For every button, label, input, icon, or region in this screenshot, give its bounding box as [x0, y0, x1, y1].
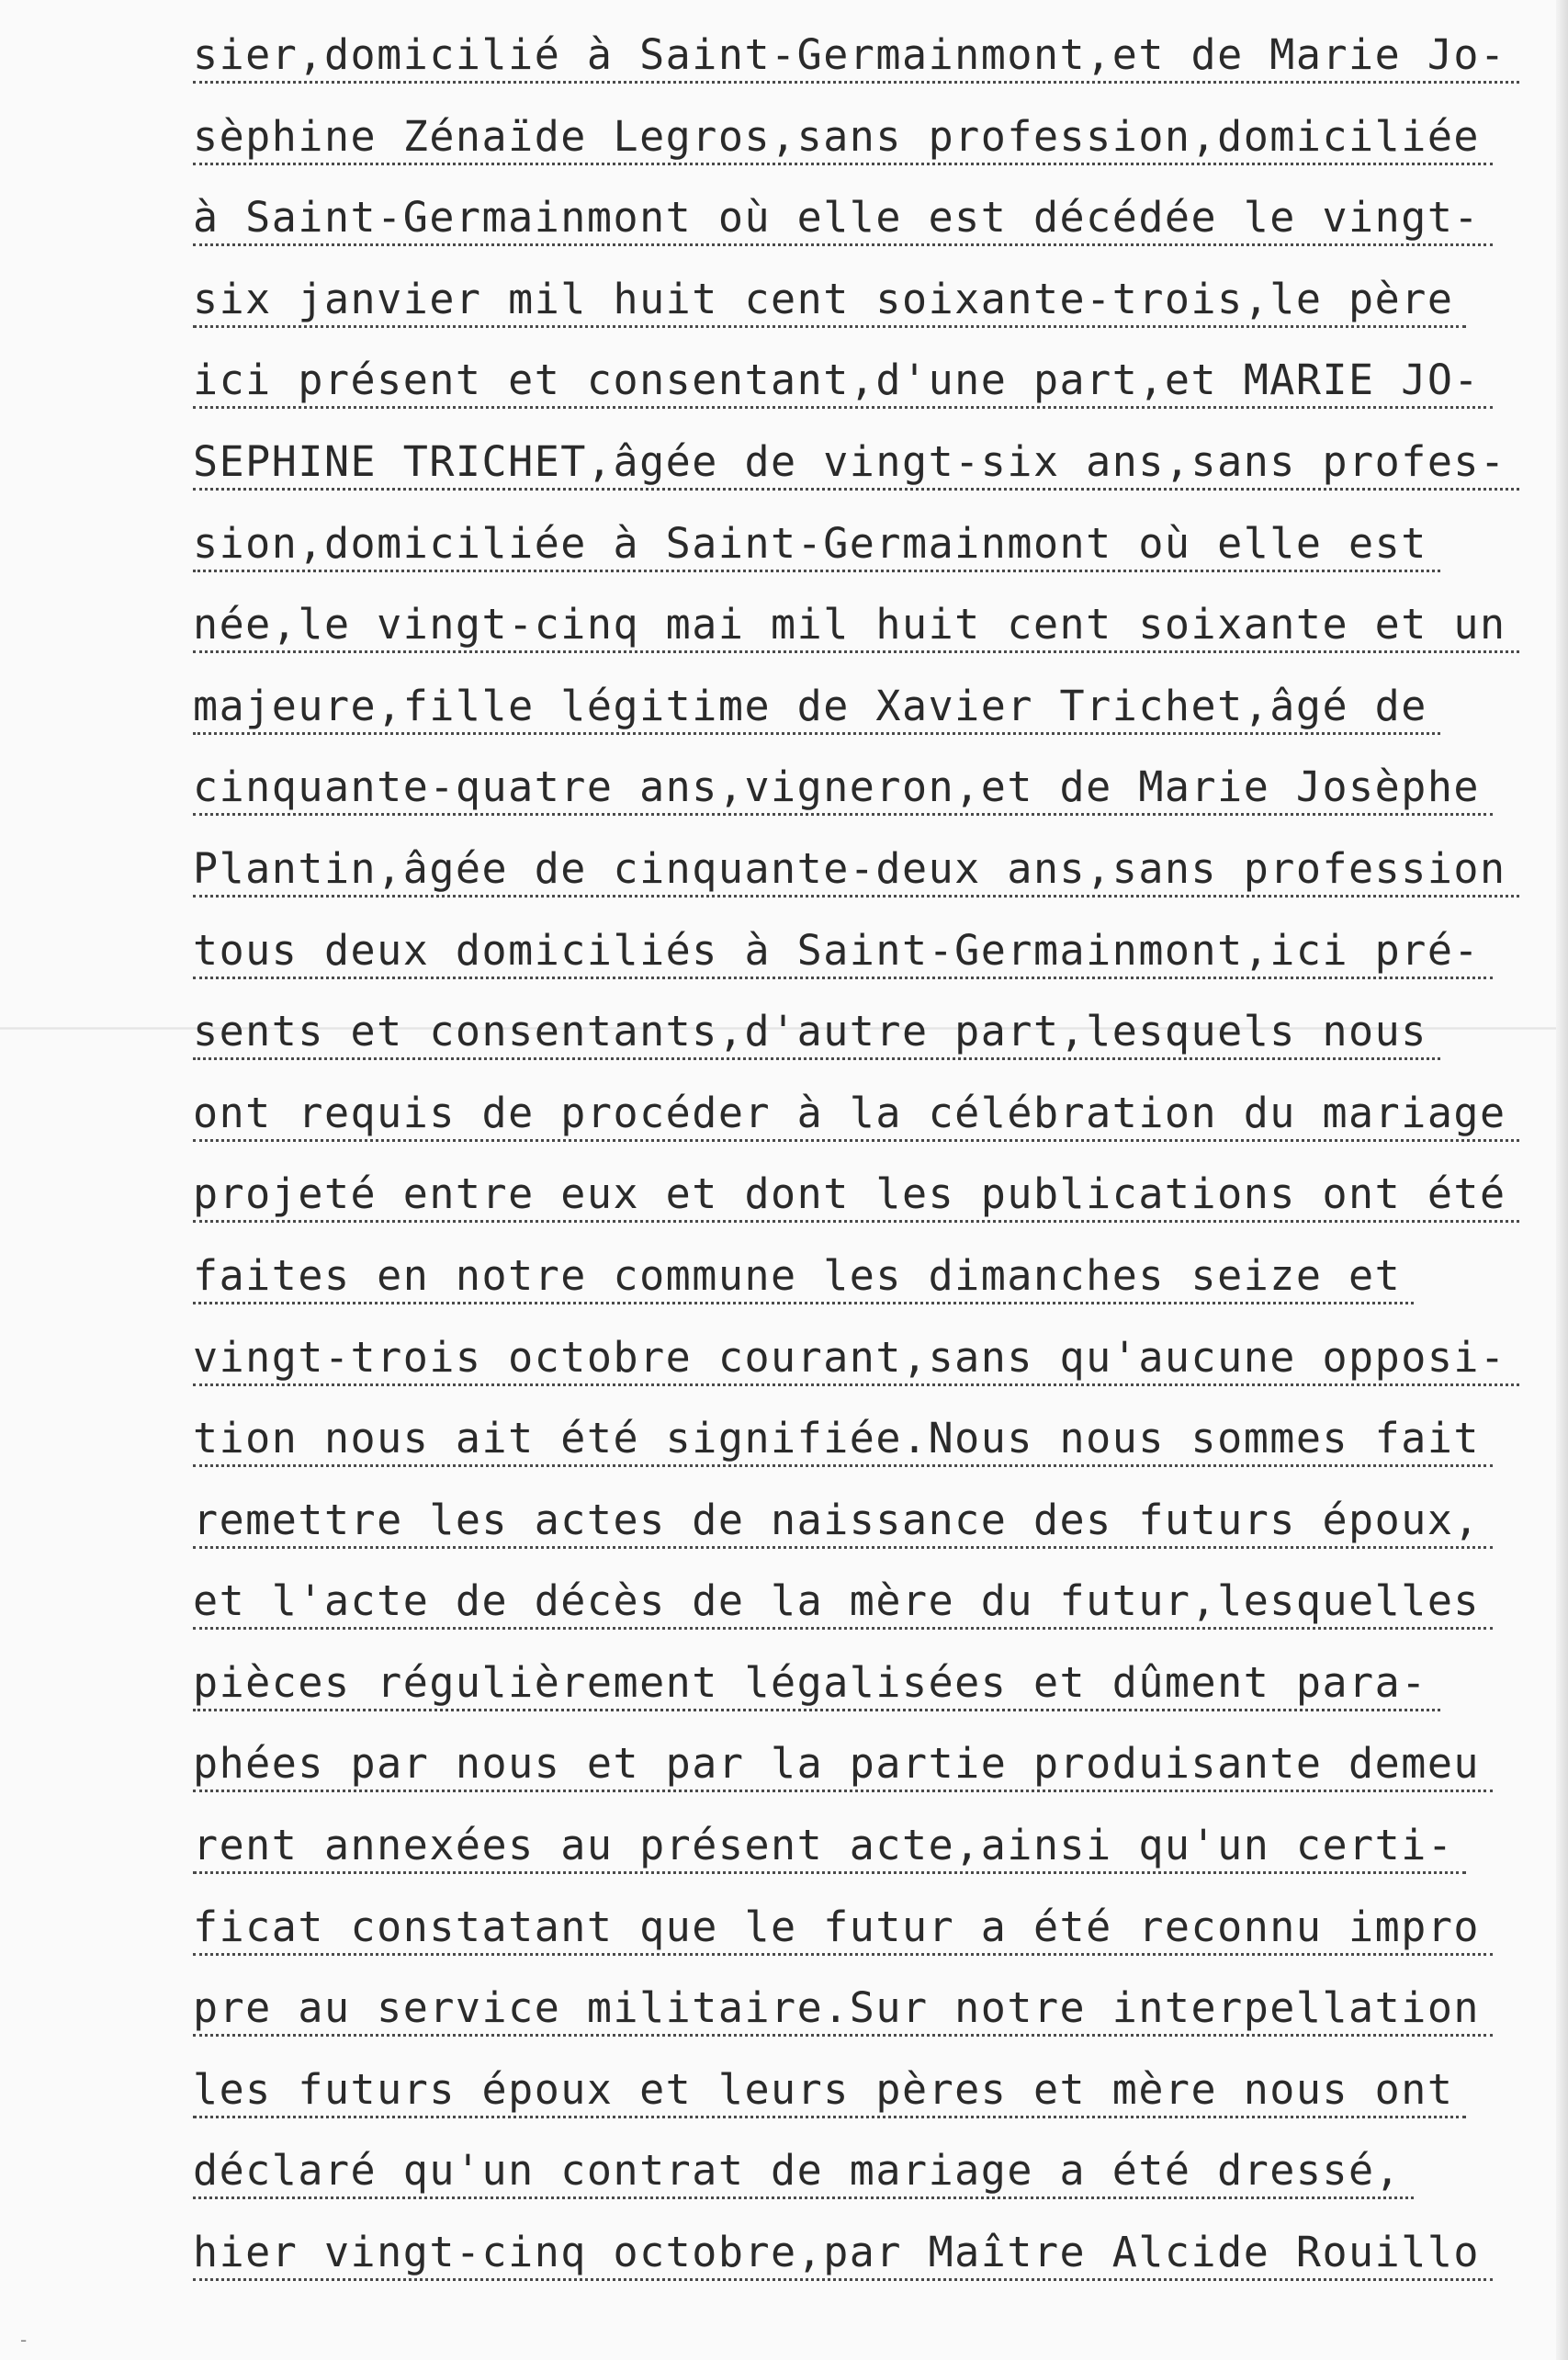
text-line-content: les futurs époux et leurs pères et mère nous ont: [193, 2064, 1466, 2118]
text-line: [193, 923, 1562, 1005]
text-line: [193, 1167, 1562, 1248]
text-line: [193, 272, 1562, 354]
text-line: [193, 190, 1562, 272]
text-line-content: ont requis de procéder à la célébration du mariage: [193, 1088, 1519, 1142]
text-line: [193, 1004, 1562, 1086]
text-line-content: vingt-trois octobre courant,sans qu'aucune opposi-: [193, 1332, 1519, 1386]
text-line-content: déclaré qu'un contrat de mariage a été dressé,: [193, 2145, 1414, 2199]
text-line: [193, 841, 1562, 923]
text-line: [193, 2062, 1562, 2144]
text-line-content: sier,domicilié à Saint-Germainmont,et de Marie Jo-: [193, 29, 1519, 84]
text-line: [193, 1493, 1562, 1575]
margin-mark: -: [20, 2329, 28, 2351]
text-line-content: et l'acte de décès de la mère du futur,lesquelles: [193, 1575, 1493, 1630]
text-line-content: hier vingt-cinq octobre,par Maître Alcide Rouillo: [193, 2227, 1493, 2281]
text-line: [193, 1981, 1562, 2062]
text-line: [193, 1411, 1562, 1493]
text-line: [193, 679, 1562, 761]
text-line-content: remettre les actes de naissance des futurs époux,: [193, 1495, 1493, 1549]
text-line: [193, 2225, 1562, 2307]
text-line-content: tous deux domiciliés à Saint-Germainmont,ici pré-: [193, 925, 1493, 979]
text-line: [193, 2143, 1562, 2225]
text-line-content: à Saint-Germainmont où elle est décédée le vingt-: [193, 192, 1493, 246]
text-line: [193, 1248, 1562, 1330]
text-line-content: faites en notre commune les dimanches seize et: [193, 1250, 1414, 1304]
text-line-content: sèphine Zénaïde Legros,sans profession,domiciliée: [193, 111, 1493, 165]
text-line-content: pièces régulièrement légalisées et dûment para-: [193, 1657, 1440, 1711]
text-line-content: Plantin,âgée de cinquante-deux ans,sans profession: [193, 843, 1519, 898]
text-line: [193, 109, 1562, 191]
text-line-content: née,le vingt-cinq mai mil huit cent soixante et un: [193, 599, 1519, 653]
text-line-content: pre au service militaire.Sur notre interpellation: [193, 1982, 1493, 2037]
text-line-content: six janvier mil huit cent soixante-trois,le père: [193, 274, 1466, 328]
text-line: [193, 1818, 1562, 1900]
text-line: [193, 1900, 1562, 1982]
text-line-content: rent annexées au présent acte,ainsi qu'un certi-: [193, 1820, 1466, 1874]
text-line: [193, 28, 1562, 109]
text-line: [193, 435, 1562, 516]
text-line-content: ficat constatant que le futur a été reconnu impro: [193, 1902, 1493, 1956]
text-line: [193, 1330, 1562, 1412]
text-line-content: projeté entre eux et dont les publications ont été: [193, 1169, 1519, 1223]
text-line-content: ici présent et consentant,d'une part,et MARIE JO-: [193, 355, 1493, 409]
text-line-content: tion nous ait été signifiée.Nous nous sommes fait: [193, 1413, 1493, 1467]
text-line-content: majeure,fille légitime de Xavier Trichet,âgé de: [193, 681, 1440, 735]
text-line: [193, 1574, 1562, 1655]
text-line-content: sents et consentants,d'autre part,lesquels nous: [193, 1006, 1440, 1060]
text-line-content: SEPHINE TRICHET,âgée de vingt-six ans,sans profes-: [193, 436, 1519, 491]
text-line: [193, 1086, 1562, 1168]
text-line: [193, 597, 1562, 679]
typed-text-body: [193, 28, 1562, 2307]
text-line: [193, 1736, 1562, 1818]
text-line: [193, 760, 1562, 841]
text-line-content: cinquante-quatre ans,vigneron,et de Marie Josèphe: [193, 762, 1493, 816]
text-line-content: sion,domiciliée à Saint-Germainmont où elle est: [193, 518, 1440, 572]
text-line-content: phées par nous et par la partie produisante demeu: [193, 1738, 1493, 1792]
text-line: [193, 1655, 1562, 1737]
text-line: [193, 516, 1562, 598]
text-line: [193, 353, 1562, 435]
